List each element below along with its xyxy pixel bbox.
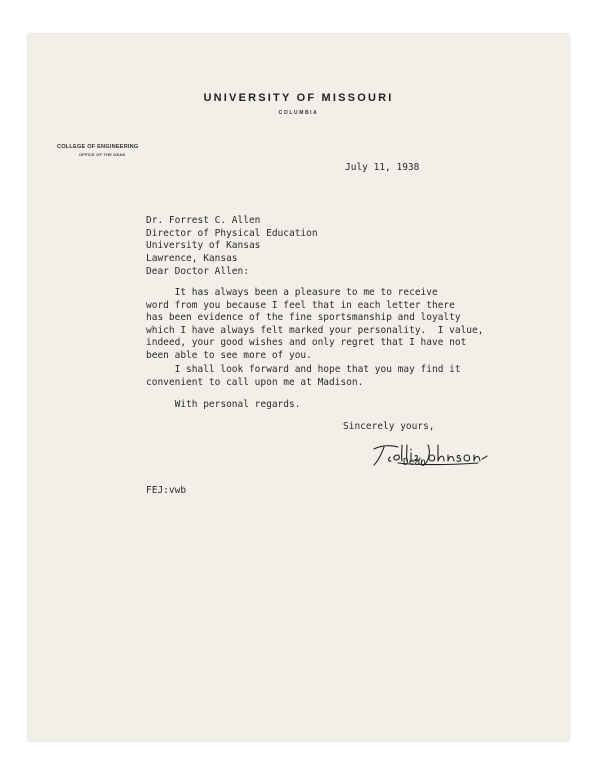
letter-page xyxy=(28,34,569,741)
letterhead-department: COLLEGE OF ENGINEERING xyxy=(57,144,139,150)
handwritten-signature xyxy=(368,441,488,469)
body-line: has been evidence of the fine sportsmanship and loyalty xyxy=(146,312,461,323)
recipient-line: University of Kansas xyxy=(146,240,261,251)
recipient-line: Director of Physical Education xyxy=(146,227,318,239)
body-line: word from you because I feel that in each letter there xyxy=(146,299,455,311)
body-line: indeed, your good wishes and only regret that I have not xyxy=(146,337,467,348)
reference-initials: FEJ:vwb xyxy=(146,485,187,496)
body-paragraph-1 xyxy=(146,287,483,362)
recipient-line: Dr. Forrest C. Allen xyxy=(146,215,261,226)
body-line: which I have always felt marked your personality. I value, xyxy=(146,324,484,336)
letterhead-city: COLUMBIA xyxy=(278,110,319,116)
body-line: I shall look forward and hope that you may find it xyxy=(146,364,461,375)
letterhead-university: UNIVERSITY OF MISSOURI xyxy=(203,92,394,104)
signer-title: Dean xyxy=(403,457,426,468)
body-paragraph-2 xyxy=(146,364,461,389)
recipient-address xyxy=(146,215,318,265)
letterhead-office: OFFICE OF THE DEAN xyxy=(79,152,126,157)
body-line: It has always been a pleasure to me to receive xyxy=(146,287,438,298)
closing: Sincerely yours, xyxy=(343,421,435,432)
body-line: convenient to call upon me at Madison. xyxy=(146,376,364,388)
recipient-line: Lawrence, Kansas xyxy=(146,252,238,264)
body-paragraph-3 xyxy=(146,399,300,412)
body-line: been able to see more of you. xyxy=(146,349,312,361)
letter-date: July 11, 1938 xyxy=(345,162,420,173)
body-line: With personal regards. xyxy=(146,399,301,410)
salutation: Dear Doctor Allen: xyxy=(146,266,249,277)
